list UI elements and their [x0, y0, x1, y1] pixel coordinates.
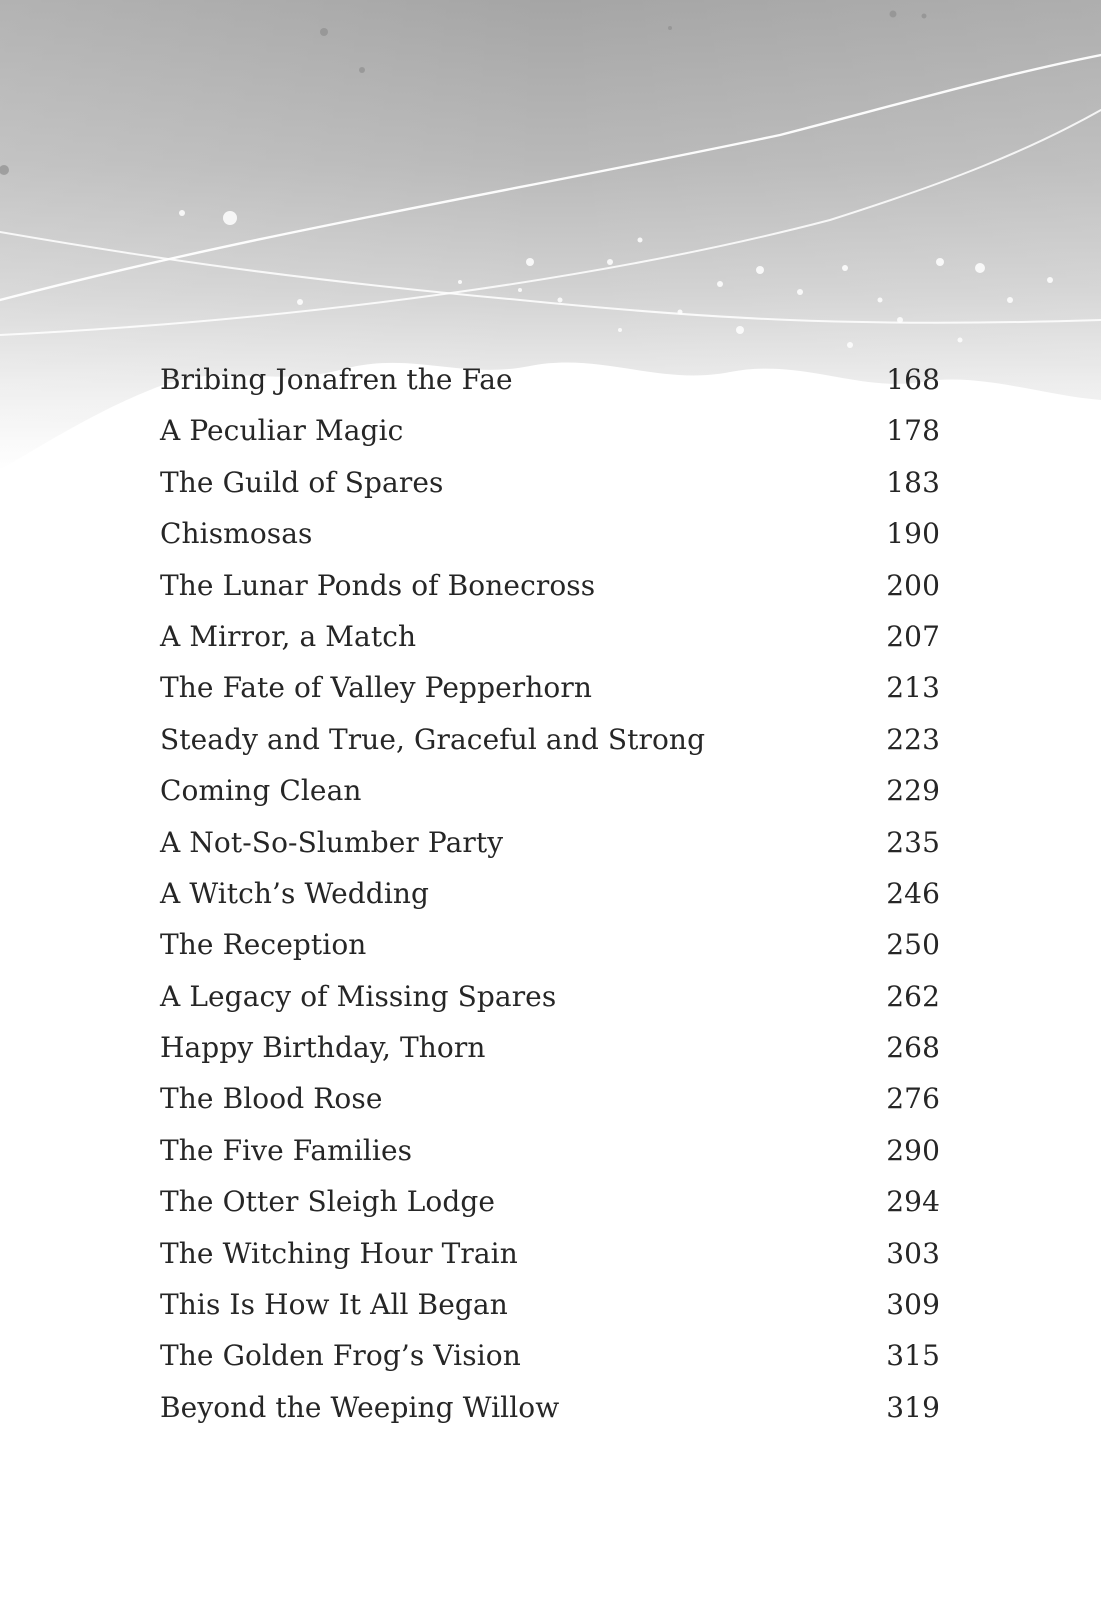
toc-entry[interactable] — [160, 1234, 940, 1285]
table-of-contents — [160, 360, 940, 1439]
chapter-title: Beyond the Weeping Willow — [160, 1390, 560, 1424]
page-number: 183 — [886, 465, 940, 499]
toc-entry[interactable] — [160, 1388, 940, 1439]
toc-entry[interactable] — [160, 411, 940, 462]
toc-entry[interactable] — [160, 1336, 940, 1387]
page-number: 223 — [886, 722, 940, 756]
toc-entry[interactable] — [160, 1131, 940, 1182]
page-number: 190 — [886, 517, 940, 551]
chapter-title: The Reception — [160, 928, 367, 962]
chapter-title: The Golden Frog’s Vision — [160, 1339, 521, 1373]
toc-entry[interactable] — [160, 977, 940, 1028]
toc-entry[interactable] — [160, 514, 940, 565]
page-number: 200 — [886, 568, 940, 602]
toc-entry[interactable] — [160, 874, 940, 925]
toc-entry[interactable] — [160, 720, 940, 771]
page-number: 268 — [886, 1031, 940, 1065]
page-number: 294 — [886, 1185, 940, 1219]
toc-entry[interactable] — [160, 1028, 940, 1079]
page-number: 319 — [886, 1390, 940, 1424]
chapter-title: The Blood Rose — [160, 1082, 383, 1116]
chapter-title: The Lunar Ponds of Bonecross — [160, 568, 596, 602]
toc-entry[interactable] — [160, 925, 940, 976]
chapter-title: Chismosas — [160, 517, 313, 551]
toc-entry[interactable] — [160, 1079, 940, 1130]
chapter-title: The Witching Hour Train — [160, 1236, 518, 1270]
page-number: 178 — [886, 414, 940, 448]
toc-entry[interactable] — [160, 617, 940, 668]
toc-entry[interactable] — [160, 566, 940, 617]
chapter-title: The Fate of Valley Pepperhorn — [160, 671, 592, 705]
chapter-title: A Witch’s Wedding — [160, 876, 430, 910]
toc-entry[interactable] — [160, 771, 940, 822]
toc-entry[interactable] — [160, 823, 940, 874]
page-number: 207 — [886, 619, 940, 653]
toc-entry[interactable] — [160, 463, 940, 514]
chapter-title: Steady and True, Graceful and Strong — [160, 722, 706, 756]
chapter-title: Bribing Jonafren the Fae — [160, 363, 513, 396]
chapter-title: A Peculiar Magic — [160, 414, 404, 448]
chapter-title: Happy Birthday, Thorn — [160, 1031, 486, 1065]
page-number: 262 — [886, 979, 940, 1013]
page-number: 303 — [886, 1236, 940, 1270]
chapter-title: A Mirror, a Match — [160, 619, 417, 653]
toc-entry[interactable] — [160, 360, 940, 411]
page-number: 235 — [886, 825, 940, 859]
page-number: 290 — [886, 1133, 940, 1167]
page-number: 250 — [886, 928, 940, 962]
toc-entry[interactable] — [160, 1285, 940, 1336]
chapter-title: This Is How It All Began — [160, 1288, 508, 1322]
chapter-title: A Legacy of Missing Spares — [160, 979, 557, 1013]
chapter-title: The Guild of Spares — [160, 465, 444, 499]
page-number: 309 — [886, 1288, 940, 1322]
page-number: 246 — [886, 876, 940, 910]
page-number: 276 — [886, 1082, 940, 1116]
chapter-title: A Not-So-Slumber Party — [160, 825, 504, 859]
chapter-title: The Otter Sleigh Lodge — [160, 1185, 496, 1219]
page-number: 213 — [886, 671, 940, 705]
page-number: 168 — [886, 363, 940, 396]
chapter-title: Coming Clean — [160, 774, 362, 808]
toc-entry[interactable] — [160, 1182, 940, 1233]
page-number: 315 — [886, 1339, 940, 1373]
page-number: 229 — [886, 774, 940, 808]
chapter-title: The Five Families — [160, 1133, 413, 1167]
toc-entry[interactable] — [160, 668, 940, 719]
